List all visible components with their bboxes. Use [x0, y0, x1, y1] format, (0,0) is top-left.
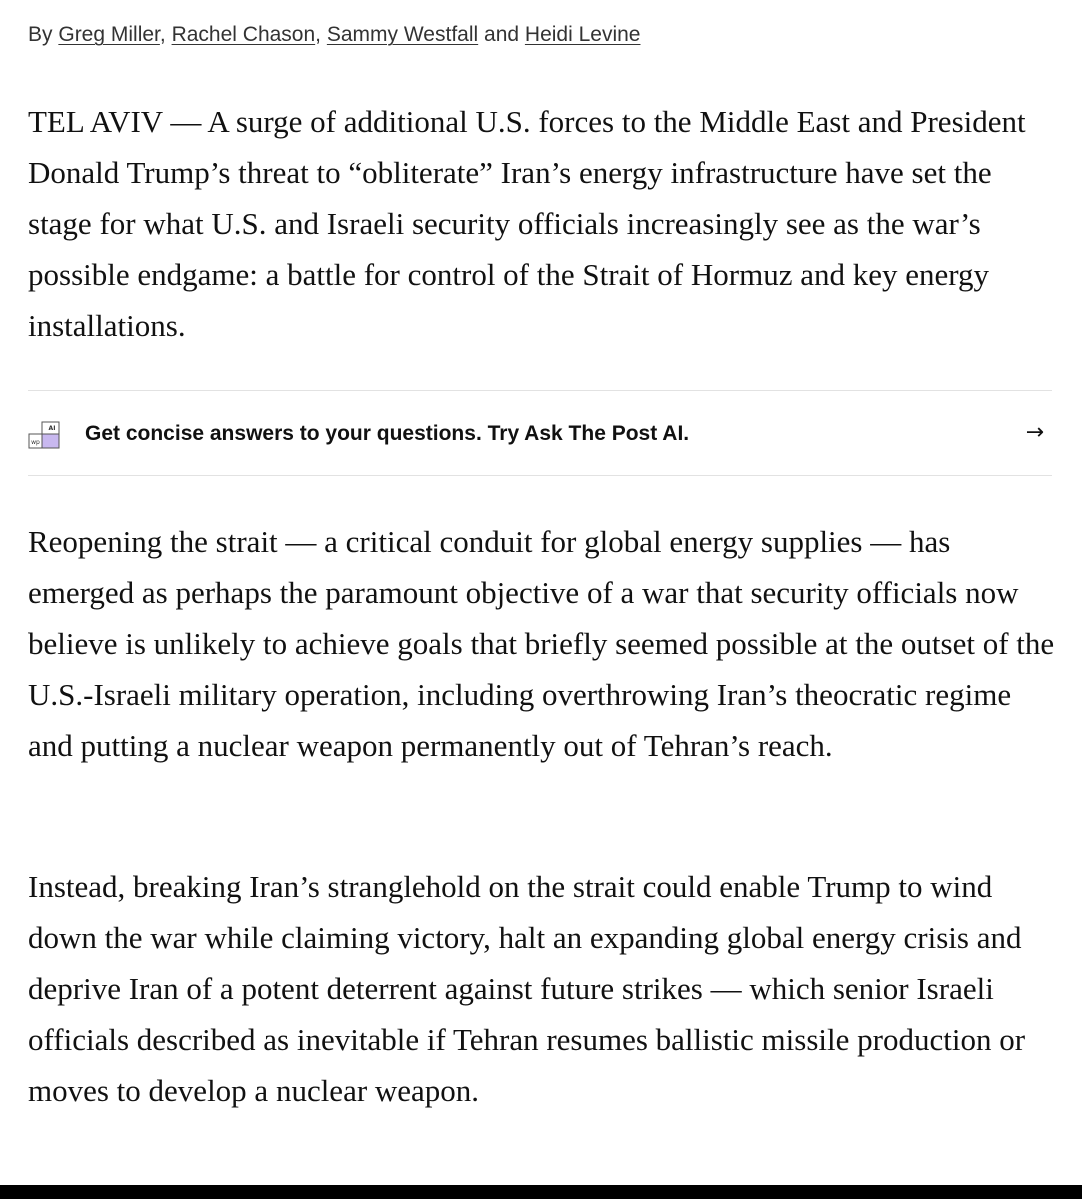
byline	[28, 20, 640, 50]
author-link-greg-miller[interactable]: Greg Miller	[58, 23, 160, 46]
author-link-rachel-chason[interactable]: Rachel Chason	[171, 23, 316, 46]
byline-conjunction: and	[484, 23, 520, 46]
author-link-heidi-levine[interactable]: Heidi Levine	[524, 23, 641, 46]
article-paragraph-2: Reopening the strait — a critical conduit for global energy supplies — has emerged as perhaps the paramount objective of a war that security officials now believe is unlikely to achieve goals that briefly seemed possible at the outset of the U.S.-Israeli military operation, including overthrowing Iran’s theocratic regime and putting a nuclear weapon permanently out of Tehran’s reach.	[28, 524, 1055, 763]
byline-separator: ,	[315, 23, 322, 46]
article-paragraph-3: Instead, breaking Iran’s stranglehold on the strait could enable Trump to wind down the war while claiming victory, halt an expanding global energy crisis and deprive Iran of a potent deterrent against future strikes — which senior Israeli officials described as inevitable if Tehran resumes ballistic missile production or moves to develop a nuclear weapon.	[28, 869, 1026, 1108]
arrow-right-icon[interactable]: →	[1025, 420, 1044, 445]
promo-text[interactable]: Get concise answers to your questions. Try Ask The Post AI.	[85, 422, 690, 445]
author-link-sammy-westfall[interactable]: Sammy Westfall	[326, 23, 479, 46]
icon-badge-text: AI	[48, 425, 56, 432]
icon-logo-text: wp	[31, 439, 40, 446]
byline-prefix: By	[28, 23, 53, 46]
ask-the-post-ai-icon	[28, 418, 60, 450]
bottom-edge-bar	[0, 1185, 1082, 1199]
ask-the-post-ai-promo[interactable]	[28, 390, 1052, 476]
byline-separator: ,	[159, 23, 166, 46]
article-paragraph-1: TEL AVIV — A surge of additional U.S. forces to the Middle East and President Donald Trump’s threat to “obliterate” Iran’s energy infrastructure have set the stage for what U.S. and Israeli security officials increasingly see as the war’s possible endgame: a battle for control of the Strait of Hormuz and key energy installations.	[28, 104, 1026, 343]
